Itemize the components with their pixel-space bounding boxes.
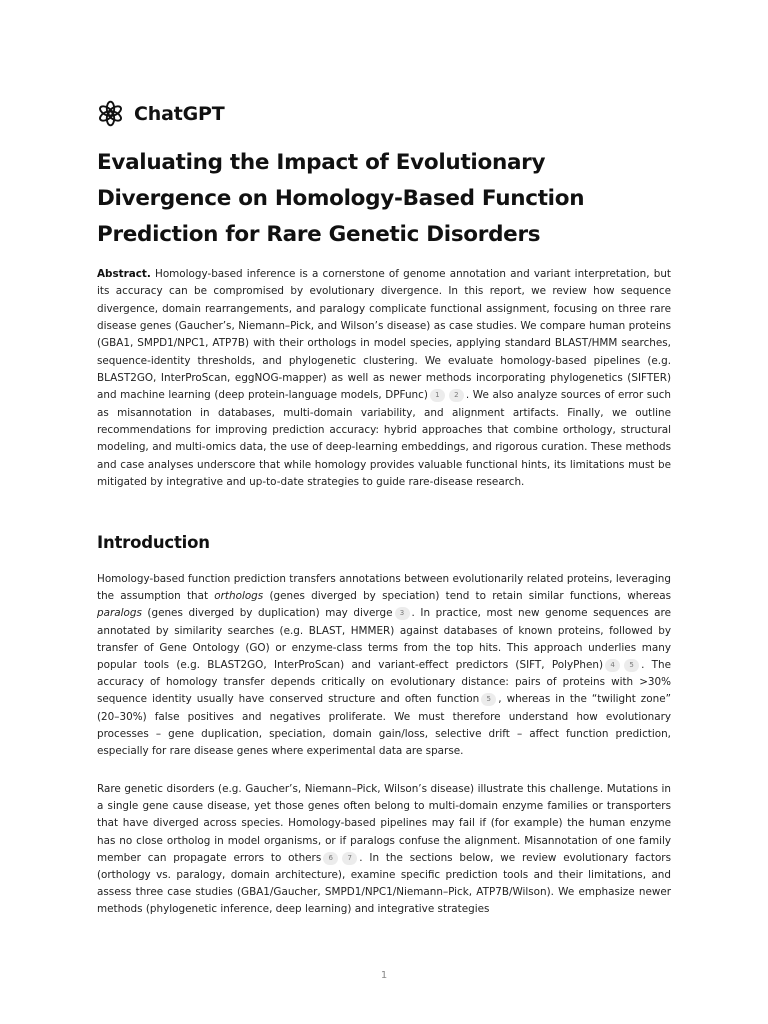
abstract xyxy=(97,266,671,491)
abstract-label: Abstract. xyxy=(97,268,151,280)
paragraph-text: , whereas in the “twilight zone” (20–30%) false positives and negatives proliferate. We must therefore understand how evolutionary processes – gene duplication, speciation, domain gain/loss, selective drift – affect function prediction, especially for rare disease genes where experimental data are sparse. xyxy=(97,693,671,758)
openai-logo-icon xyxy=(97,100,124,127)
citation-badge[interactable]: 6 xyxy=(323,852,338,865)
brand-name: ChatGPT xyxy=(134,102,225,125)
citation-badge[interactable]: 2 xyxy=(449,389,464,402)
paragraph-text: . In practice, most new genome sequences are annotated by similarity searches (e.g. BLAST, HMMER) against databases of known proteins, followed by transfer of Gene Ontology (GO) or enzyme-class terms from the top hits. This approach underlies many popular tools (e.g. BLAST2GO, InterProScan) and variant-effect predictors (SIFT, PolyPhen) xyxy=(97,607,671,672)
citation-badge[interactable]: 7 xyxy=(342,852,357,865)
citation-badge[interactable]: 5 xyxy=(624,659,639,672)
paragraph-text: . The accuracy of homology transfer depends critically on evolutionary distance: pairs of proteins with >30% sequence identity usually have conserved structure and often function xyxy=(97,659,671,706)
page-number: 1 xyxy=(380,970,388,981)
emphasis-orthologs: orthologs xyxy=(214,590,264,603)
citation-badge[interactable]: 5 xyxy=(481,693,496,706)
intro-paragraph-1 xyxy=(97,571,671,760)
citation-badge[interactable]: 3 xyxy=(395,607,410,620)
citation-badge[interactable]: 1 xyxy=(430,389,445,402)
abstract-text: . We also analyze sources of error such as misannotation in databases, multi-domain variability, and alignment artifacts. Finally, we outline recommendations for improving prediction accuracy: hybrid approaches that combine orthology, structural modeling, and multi-omics data, the use of deep-learning embeddings, and rigorous curation. These methods and case analyses underscore that while homology provides valuable functional hints, its limitations must be mitigated by integrative and up-to-date strategies to guide rare-disease research. xyxy=(97,389,672,489)
paragraph-text: (genes diverged by speciation) tend to retain similar functions, whereas xyxy=(263,590,671,603)
citation-badge[interactable]: 4 xyxy=(605,659,620,672)
emphasis-paralogs: paralogs xyxy=(97,607,142,620)
brand-header xyxy=(97,100,224,127)
paragraph-text: (genes diverged by duplication) may diverge xyxy=(141,607,393,620)
paragraph-text: Homology-based function prediction transfers annotations between evolutionarily related proteins, leveraging the assumption that xyxy=(97,573,671,603)
abstract-text: Homology-based inference is a cornerstone of genome annotation and variant interpretation, but its accuracy can be compromised by evolutionary divergence. In this report, we review how sequence divergence, domain rearrangements, and paralogy complicate functional assignment, focusing on three rare disease genes (Gaucher’s, Niemann–Pick, and Wilson’s disease) as case studies. We compare human proteins (GBA1, SMPD1/NPC1, ATP7B) with their orthologs in model species, applying standard BLAST/HMM searches, sequence-identity thresholds, and phylogenetic clustering. We evaluate homology-based pipelines (e.g. BLAST2GO, InterProScan, eggNOG-mapper) as well as newer methods incorporating phylogenetics (SIFTER) and machine learning (deep protein-language models, DPFunc) xyxy=(97,268,671,402)
paper-title: Evaluating the Impact of Evolutionary Divergence on Homology-Based Function Prediction for Rare Genetic Disorders xyxy=(97,150,585,247)
section-heading-introduction: Introduction xyxy=(97,533,210,552)
paragraph-text: . In the sections below, we review evolutionary factors (orthology vs. paralogy, domain architecture), examine specific prediction tools and their limitations, and assess three case studies (GBA1/Gaucher, SMPD1/NPC1/Niemann–Pick, ATP7B/Wilson). We emphasize newer methods (phylogenetic inference, deep learning) and integrative strategies xyxy=(97,851,671,916)
paragraph-text: Rare genetic disorders (e.g. Gaucher’s, Niemann–Pick, Wilson’s disease) illustrate this challenge. Mutations in a single gene cause disease, yet those genes often belong to multi-domain enzyme families or transporters that have diverged across species. Homology-based pipelines may fail if (for example) the human enzyme has no close ortholog in model organisms, or if paralogs confuse the alignment. Misannotation of one family member can propagate errors to others xyxy=(97,783,671,864)
intro-paragraph-2 xyxy=(97,781,671,919)
